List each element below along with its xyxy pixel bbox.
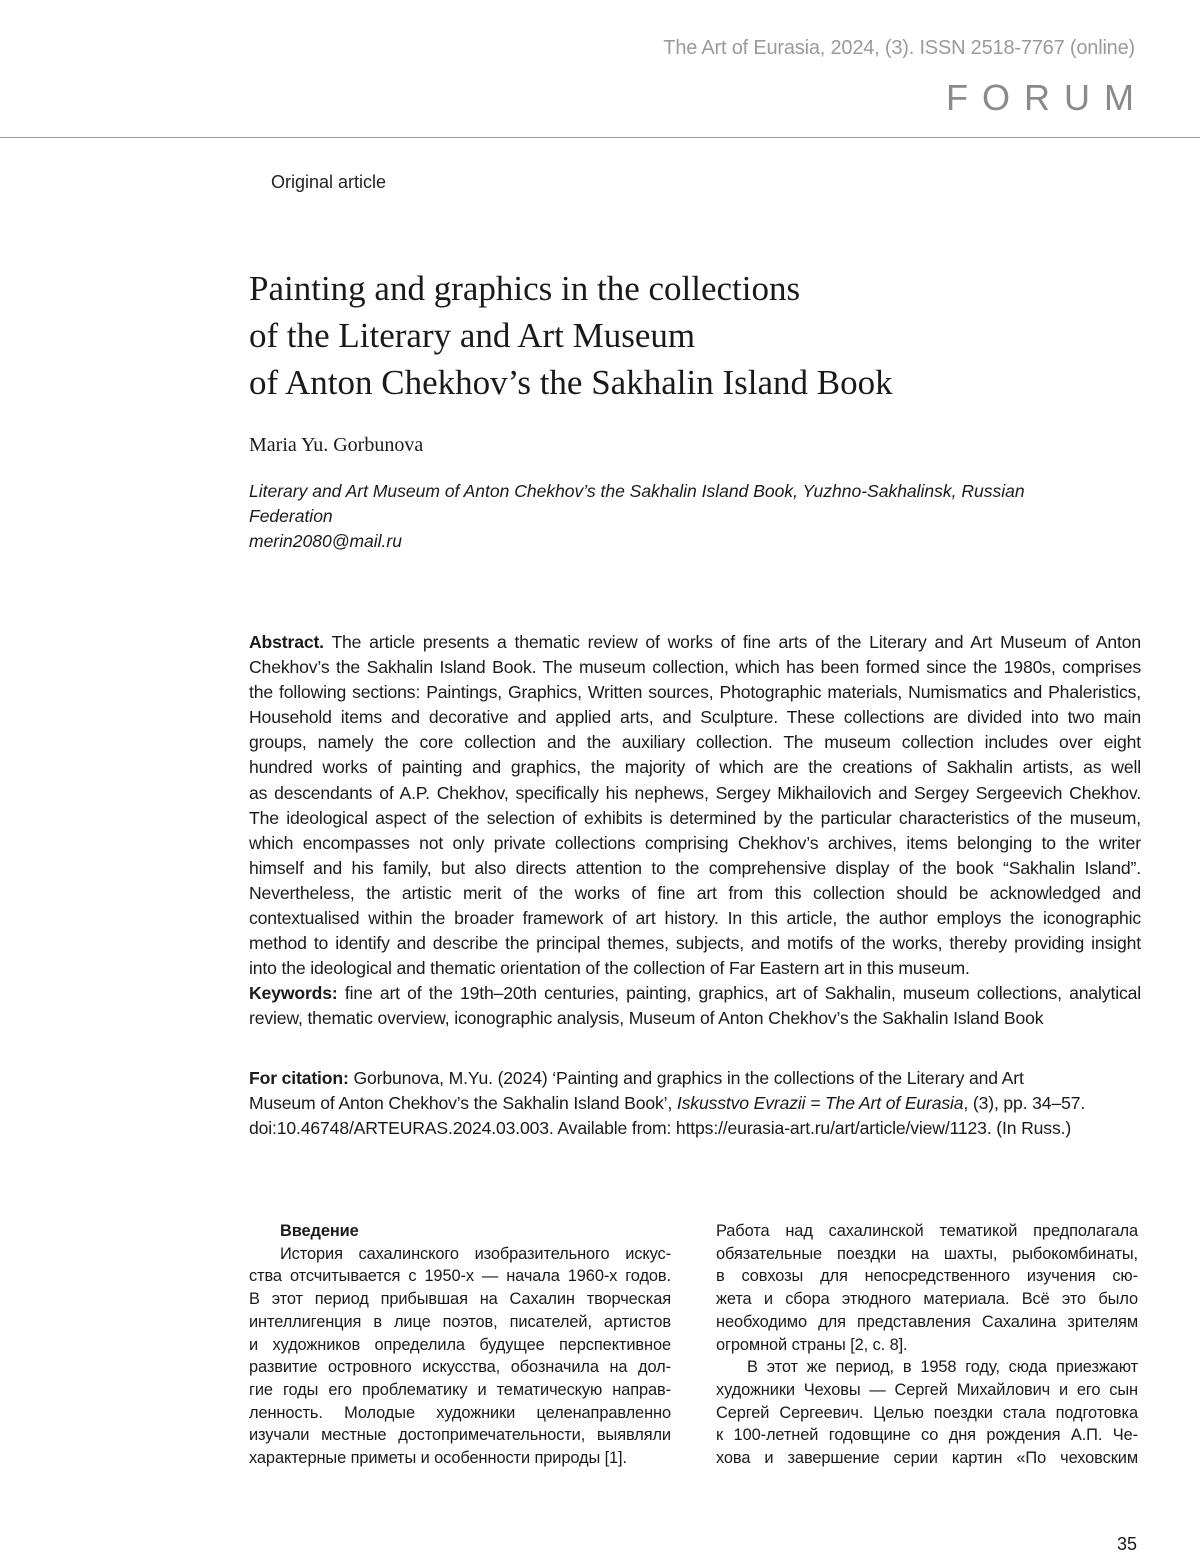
text-line: в совхозы для непосредственного изучения сю- [716,1267,1138,1286]
keywords-first-line [249,981,1141,1006]
citation-doi-line[interactable]: doi:10.46748/ARTEURAS.2024.03.003. Available from: https://eurasia-art.ru/art/article/view/1123. (In Russ.) [249,1118,1072,1139]
text-line: himself and his family, but also directs attention to the comprehensive display of the book “Sakhalin Island”. [249,857,1141,878]
right-column-paragraph-1 [716,1220,1138,1356]
text-line: Household items and decorative and applied arts, and Sculpture. These collections are divided into two main [249,707,1141,728]
title-line: of Anton Chekhov’s the Sakhalin Island Book [249,363,893,402]
left-column-text [249,1243,671,1470]
text-line: История сахалинского изобразительного искус- [280,1244,671,1263]
text-line: художники Чеховы — Сергей Михайлович и его сын [716,1380,1138,1399]
text-line: Chekhov’s the Sakhalin Island Book. The museum collection, which has been formed since the 1980s, comprises [249,657,1141,678]
text-line: ства отсчитывается с 1950-х — начала 1960-х годов. [249,1267,671,1286]
text-line: Nevertheless, the artistic merit of the works of fine art from this collection should be acknowledged and [249,882,1141,903]
keywords-text: fine art of the 19th–20th centuries, painting, graphics, art of Sakhalin, museum collections, analytical [337,983,1141,1004]
text-line: жета и сбора этюдного материала. Всё это было [716,1290,1138,1309]
text-line: обязательные поездки на шахты, рыбокомбинаты, [716,1244,1138,1263]
citation-text: Museum of Anton Chekhov’s the Sakhalin Island Book’, [249,1093,677,1114]
journal-citation-header: The Art of Eurasia, 2024, (3). ISSN 2518-7767 (online) [663,37,1135,59]
text-line: изучали местные достопримечательности, выявляли [249,1426,671,1445]
text-line: развитие островного искусства, обозначила на дол- [249,1358,671,1377]
abstract-block [249,630,1141,1032]
text-line: the following sections: Paintings, Graphics, Written sources, Photographic materials, Numismatics and Phaleristics, [249,682,1141,703]
citation-text: , (3), pp. 34–57. [963,1093,1086,1114]
page-number: 35 [1116,1534,1137,1554]
author-email[interactable]: merin2080@mail.ru [249,531,402,551]
abstract-last-line: into the ideological and thematic orientation of the collection of Far Eastern art in this museum. [249,958,970,979]
text-line: method to identify and describe the principal themes, subjects, and motifs of the works, thereby providing insight [249,933,1141,954]
abstract-label: Abstract. [249,632,324,652]
keywords-label: Keywords: [249,983,338,1004]
author-name: Maria Yu. Gorbunova [249,434,424,456]
text-line: which encompasses not only private collections comprising Chekhov’s archives, items belonging to the writer [249,832,1141,853]
right-column-paragraph-2 [716,1356,1138,1470]
text-line: ленность. Молодые художники целенаправленно [249,1403,671,1422]
keywords-last-line: review, thematic overview, iconographic analysis, Museum of Anton Chekhov’s the Sakhalin Island Book [249,1008,1044,1029]
text-line: к 100-летней годовщине со дня рождения А.П. Че- [716,1426,1138,1445]
author-affiliation [249,479,1149,554]
text-line: groups, namely the core collection and the auxiliary collection. The museum collection includes over eight [249,732,1141,753]
text-line: хова и завершение серии картин «По чеховским [716,1449,1138,1468]
body-column-left [249,1220,671,1470]
text-line: гие годы его проблематику и тематическую направ- [249,1380,671,1399]
title-line: Painting and graphics in the collections [249,269,801,308]
abstract-first-line [249,630,1141,655]
citation-line [249,1091,1141,1116]
text-line: В этот же период, в 1958 году, сюда приезжают [747,1358,1138,1377]
citation-line [249,1066,1141,1091]
citation-text: Gorbunova, M.Yu. (2024) ‘Painting and graphics in the collections of the Literary and Art [348,1068,1024,1088]
text-line: В этот период прибывшая на Сахалин творческая [249,1290,671,1309]
abstract-text: The article presents a thematic review of works of fine arts of the Literary and Art Museum of Anton [323,632,1141,652]
text-line: и художников определила будущее перспективное [249,1335,671,1354]
affiliation-line: Literary and Art Museum of Anton Chekhov’s the Sakhalin Island Book, Yuzhno-Sakhalinsk, Russian [249,481,1025,501]
section-heading: Введение [280,1222,359,1240]
text-line: hundred works of painting and graphics, the majority of which are the creations of Sakhalin artists, as well [249,757,1141,778]
abstract-lines [249,655,1141,956]
text-line: Работа над сахалинской тематикой предполагала [716,1222,1138,1240]
article-title [249,265,1049,406]
text-line: огромной страны [2, с. 8]. [716,1335,908,1354]
citation-block [249,1066,1141,1141]
text-line: Сергей Сергеевич. Целью поездки стала подготовка [716,1403,1138,1422]
citation-label: For citation: [249,1068,349,1088]
text-line: contextualised within the broader framework of art history. In this article, the author employs the iconographic [249,908,1141,929]
section-title: FORUM [946,77,1148,118]
text-line: as descendants of A.P. Chekhov, specifically his nephews, Sergey Mikhailovich and Sergey Sergeevich Chekhov. [249,782,1141,803]
text-line: The ideological aspect of the selection of exhibits is determined by the particular characteristics of the museum, [249,807,1141,828]
article-type-label: Original article [271,172,387,192]
body-column-right [716,1220,1138,1470]
title-line: of the Literary and Art Museum [249,316,696,355]
citation-journal-title: Iskusstvo Evrazii = The Art of Eurasia [676,1093,964,1114]
header-divider [0,137,1200,138]
affiliation-line: Federation [249,506,333,526]
text-line: интеллигенция в лице поэтов, писателей, артистов [249,1312,671,1331]
text-line: характерные приметы и особенности природы [1]. [249,1449,627,1468]
text-line: необходимо для представления Сахалина зрителям [716,1312,1138,1331]
